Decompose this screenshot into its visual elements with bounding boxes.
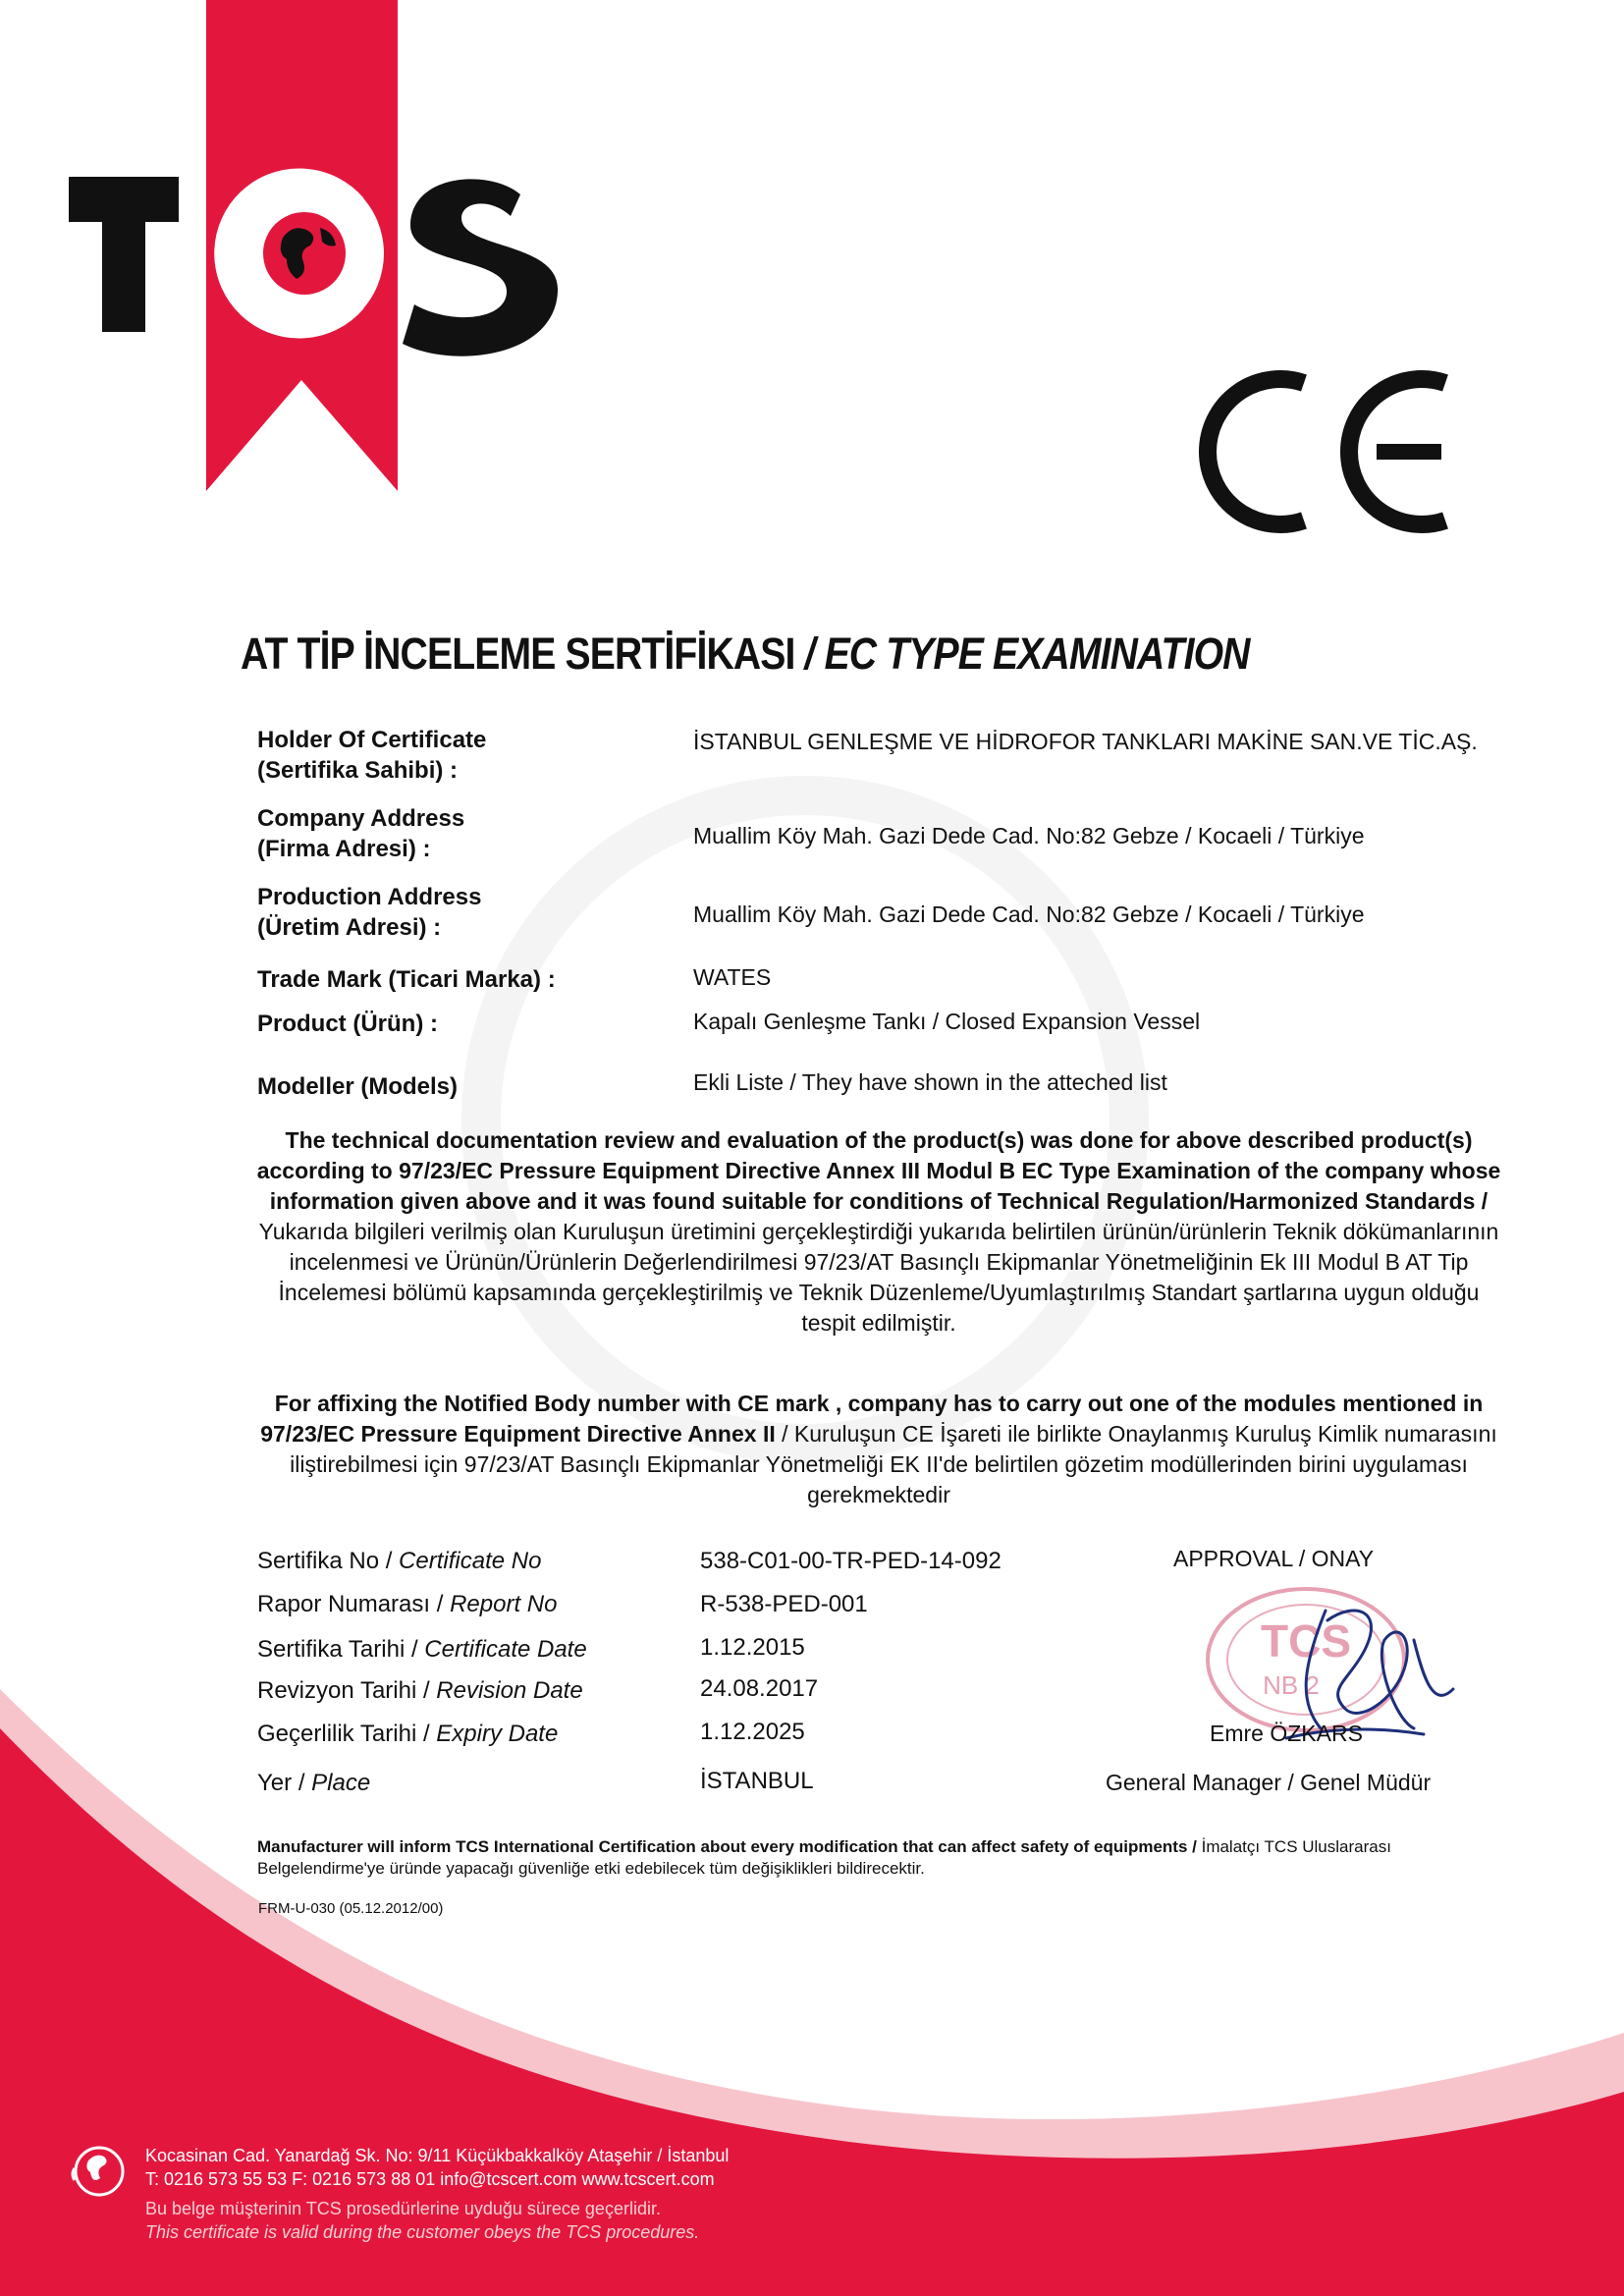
footer-globe-icon (69, 2141, 130, 2202)
field-label-en: Production Address (257, 884, 482, 910)
title-en: / EC TYPE EXAMINATION (804, 629, 1250, 679)
evaluation-paragraph-tr: Yukarıda bilgileri verilmiş olan Kuruluşun üretimini gerçekleştirdiği yukarıda belirtilen ürünün/ürünlerin Teknik dökümanlarının incelenmesi ve Ürünün/Ürünlerin Değerlendirilmesi 97/23/AT Basınçlı Ekipmanlar Yönetmeliğinin Ek III Modul B AT Tip İncelemesi bölümü kapsamında gerçekleştirilmiş ve Teknik Düzenleme/Uyumlaştırılmış Standart şartlarına uygun olduğu tespit edilmiştir. (258, 1219, 1499, 1336)
detail-label-tr: Yer / (257, 1770, 312, 1796)
detail-label (257, 1677, 583, 1705)
detail-label (257, 1636, 587, 1664)
approval-heading: APPROVAL / ONAY (1173, 1546, 1375, 1571)
tcs-logo (69, 147, 579, 363)
detail-label (257, 1548, 541, 1575)
detail-label-tr: Revizyon Tarihi / (257, 1677, 437, 1704)
footer-contact: T: 0216 573 55 53 F: 0216 573 88 01 info@tcscert.com www.tcscert.com (145, 2169, 715, 2189)
logo-text: TCS (69, 147, 71, 148)
footer-validity-tr: Bu belge müşterinin TCS prosedürlerine uyduğu sürece geçerlidir. (145, 2199, 661, 2218)
field-value: Kapalı Genleşme Tankı / Closed Expansion Vessel (693, 1009, 1201, 1034)
detail-value: 1.12.2015 (700, 1634, 805, 1661)
detail-value: 538-C01-00-TR-PED-14-092 (700, 1548, 1001, 1574)
field-label-tr: (Sertifika Sahibi) : (257, 757, 459, 784)
certificate-title (241, 629, 1300, 680)
notified-body-paragraph-tr: / Kuruluşun CE İşareti ile birlikte Onaylanmış Kuruluş Kimlik numarasını iliştirebilmesi için 97/23/AT Basınçlı Ekipmanlar Yönetmeliği EK II'de belirtilen gözetim modüllerinden birini uygulaması gerekmektedir (290, 1421, 1497, 1507)
field-label (257, 803, 670, 864)
notified-body-paragraph-en: For affixing the Notified Body number with CE mark , company has to carry out one of the modules mentioned in 97/23/EC Pressure Equipment Directive Annex II (260, 1391, 1484, 1447)
detail-label-en: Revision Date (436, 1677, 583, 1704)
field-label (257, 725, 670, 786)
detail-label (257, 1770, 370, 1797)
detail-label-en: Expiry Date (436, 1721, 559, 1747)
footer-address: Kocasinan Cad. Yanardağ Sk. No: 9/11 Küçükbakkalköy Ataşehir / İstanbul (145, 2146, 730, 2165)
detail-label-en: Place (311, 1770, 371, 1796)
field-value: Ekli Liste / They have shown in the atteched list (693, 1069, 1167, 1095)
detail-label-en: Certificate Date (424, 1636, 587, 1663)
stamp-text: TCS (1261, 1615, 1351, 1667)
modification-notice-en: Manufacturer will inform TCS International Certification about every modification that can affect safety of equipments / (257, 1837, 1197, 1856)
detail-value: İSTANBUL (700, 1768, 814, 1794)
detail-label-tr: Rapor Numarası / (257, 1591, 451, 1617)
field-value: WATES (693, 964, 772, 990)
detail-value: 24.08.2017 (700, 1675, 819, 1702)
field-label: Trade Mark (Ticari Marka) : (257, 966, 556, 993)
field-label (257, 882, 670, 943)
field-value: Muallim Köy Mah. Gazi Dede Cad. No:82 Gebze / Kocaeli / Türkiye (693, 902, 1365, 927)
evaluation-paragraph (255, 1125, 1502, 1339)
field-label-en: Holder Of Certificate (257, 727, 487, 753)
field-value: İSTANBUL GENLEŞME VE HİDROFOR TANKLARI MAKİNE SAN.VE TİC.AŞ. (693, 729, 1478, 754)
field-label: Product (Ürün) : (257, 1011, 438, 1037)
modification-notice-tr: İmalatçı TCS Uluslararası Belgelendirme'ye üründe yapacağı güvenliğe etki edebilecek tüm değişiklikleri bildirecektir. (257, 1837, 1391, 1878)
modification-notice (257, 1836, 1475, 1880)
footer-validity-en: This certificate is valid during the customer obeys the TCS procedures. (145, 2222, 700, 2242)
notified-body-paragraph (255, 1389, 1502, 1510)
detail-label-en: Certificate No (399, 1548, 542, 1574)
field-label-en: Company Address (257, 805, 465, 832)
field-label-tr: (Üretim Adresi) : (257, 914, 442, 941)
approver-name: Emre ÖZKARS (1210, 1721, 1363, 1746)
approver-role: General Manager / Genel Müdür (1106, 1770, 1432, 1795)
detail-label-tr: Sertifika No / (257, 1548, 400, 1574)
stamp-subtext: NB 2 (1263, 1670, 1320, 1700)
detail-label (257, 1591, 557, 1618)
detail-label-en: Report No (450, 1591, 558, 1617)
form-code: FRM-U-030 (05.12.2012/00) (258, 1900, 444, 1917)
ce-mark-text: CE (1188, 363, 1190, 364)
field-value: Muallim Köy Mah. Gazi Dede Cad. No:82 Gebze / Kocaeli / Türkiye (693, 823, 1365, 848)
ce-mark (1188, 363, 1463, 540)
detail-label-tr: Sertifika Tarihi / (257, 1636, 425, 1663)
detail-value: 1.12.2025 (700, 1719, 805, 1745)
title-tr: AT TİP İNCELEME SERTİFİKASI (241, 629, 795, 679)
globe-icon (263, 212, 346, 295)
field-label: Modeller (Models) (257, 1073, 459, 1100)
detail-value: R-538-PED-001 (700, 1591, 868, 1617)
field-label-tr: (Firma Adresi) : (257, 836, 431, 862)
evaluation-paragraph-en: The technical documentation review and evaluation of the product(s) was done for above described product(s) according to 97/23/EC Pressure Equipment Directive Annex III Modul B EC Type Examination of the company whose information given above and it was found suitable for conditions of Technical Regulation/Harmonized Standards / (256, 1127, 1501, 1214)
detail-label-tr: Geçerlilik Tarihi / (257, 1721, 437, 1747)
detail-label (257, 1721, 558, 1748)
